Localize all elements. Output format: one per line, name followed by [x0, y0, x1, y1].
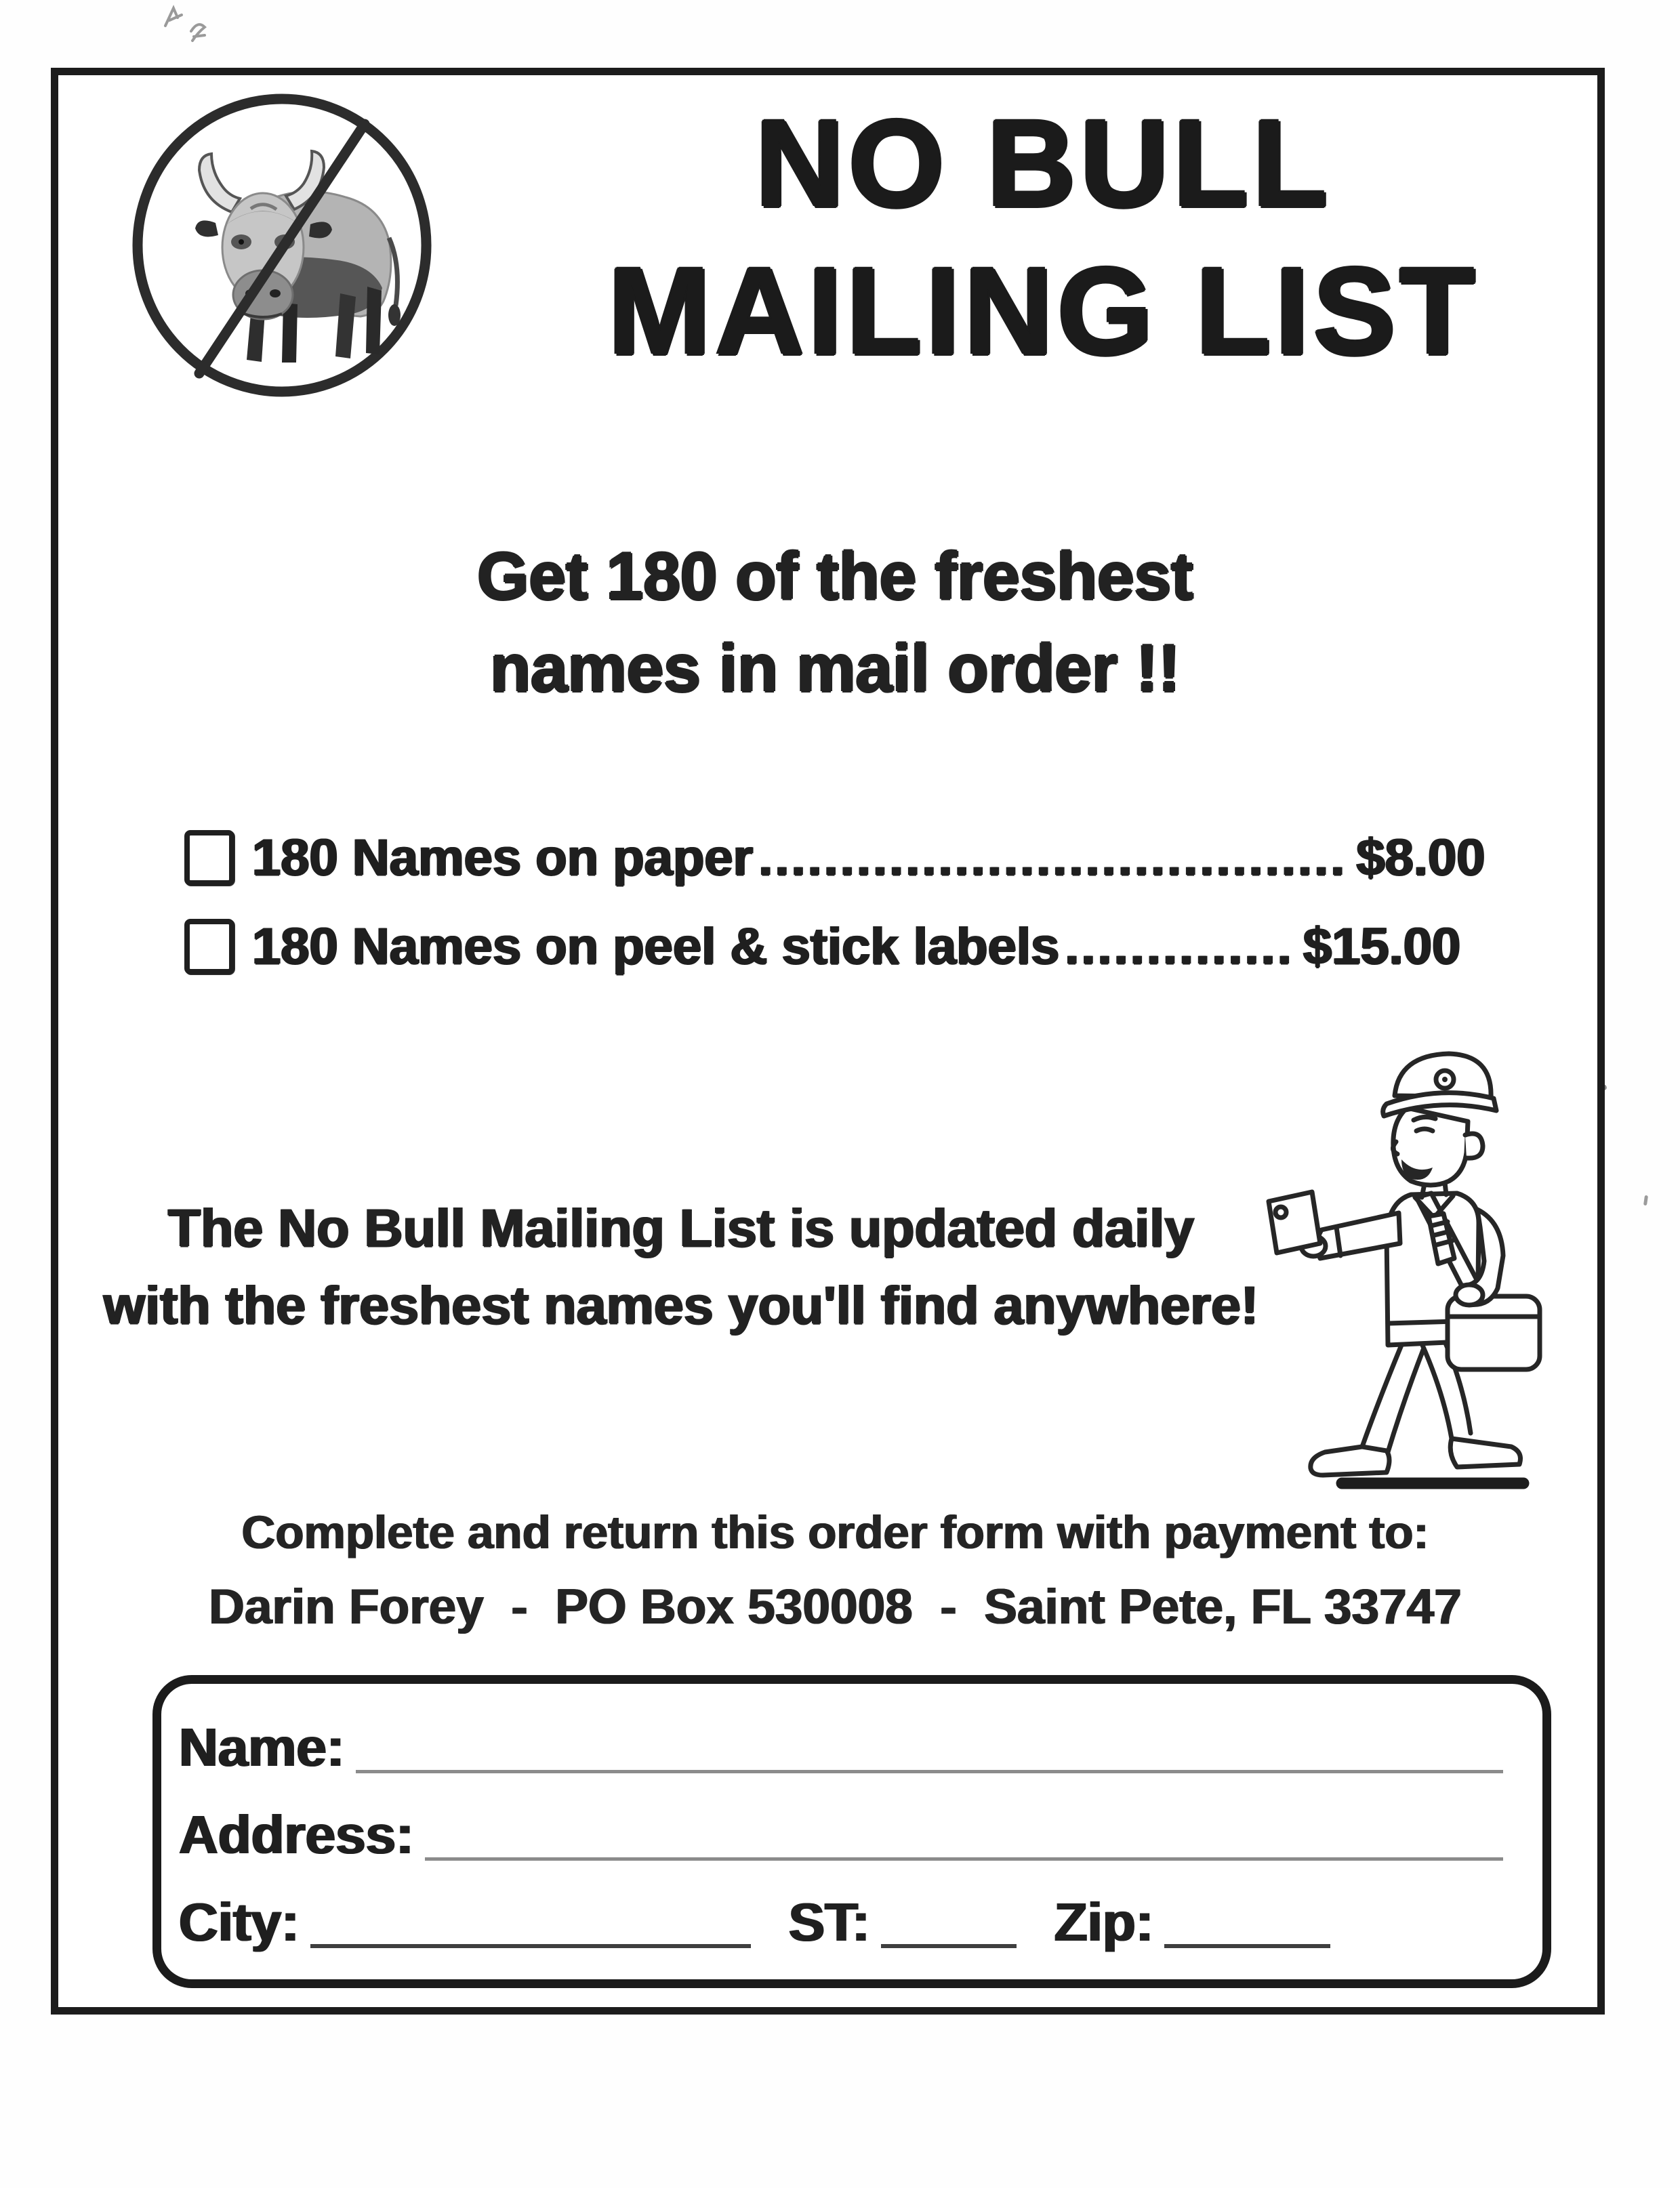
address-input-line[interactable]	[425, 1818, 1503, 1861]
subtitle-line-2: names in mail order !!	[490, 631, 1181, 706]
option-price: $15.00	[1303, 917, 1461, 975]
state-label: ST:	[788, 1892, 870, 1952]
dotted-leader: ..............	[1065, 917, 1294, 975]
pitch-text	[47, 1189, 1315, 1344]
name-label: Name:	[179, 1717, 345, 1777]
dotted-leader: ....................................	[758, 829, 1347, 886]
return-instructions	[51, 1496, 1620, 1645]
title-line-1: NO BULL	[755, 94, 1332, 232]
city-input-line[interactable]	[310, 1905, 751, 1948]
option-row-labels	[184, 917, 1486, 976]
pitch-line-1: The No Bull Mailing List is updated daily	[167, 1197, 1195, 1258]
option-row-paper	[184, 828, 1486, 887]
instructions-line-1: Complete and return this order form with payment to:	[241, 1506, 1429, 1559]
address-label: Address:	[179, 1804, 414, 1865]
city-state-zip-row	[179, 1894, 1503, 1951]
address-row	[179, 1804, 1503, 1865]
scan-speck	[1643, 1195, 1648, 1206]
pencil-mark-icon	[156, 1, 217, 49]
option-checkbox-paper[interactable]	[184, 830, 234, 886]
order-form-box	[152, 1675, 1551, 1988]
option-label: 180 Names on peel & stick labels	[252, 917, 1060, 975]
zip-label: Zip:	[1054, 1892, 1154, 1952]
subtitle-line-1: Get 180 of the freshest	[477, 539, 1193, 613]
name-input-line[interactable]	[356, 1731, 1503, 1773]
option-price: $8.00	[1356, 829, 1486, 886]
pitch-line-2: with the freshest names you'll find anywhere!	[103, 1274, 1259, 1335]
page-title	[474, 94, 1613, 380]
instructions-address: Darin Forey - PO Box 530008 - Saint Pete, FL 33747	[209, 1580, 1462, 1634]
envelope-icon	[1269, 1192, 1320, 1253]
option-label: 180 Names on paper	[252, 829, 754, 886]
order-options	[184, 828, 1486, 976]
title-line-2: MAILING LIST	[608, 242, 1479, 380]
city-label: City:	[179, 1892, 300, 1952]
zip-input-line[interactable]	[1164, 1905, 1330, 1948]
no-bull-logo	[122, 90, 442, 403]
state-input-line[interactable]	[881, 1905, 1017, 1948]
mailman-illustration	[1254, 1020, 1565, 1494]
subtitle	[51, 530, 1620, 714]
option-checkbox-labels[interactable]	[184, 919, 234, 974]
name-row	[179, 1719, 1503, 1776]
